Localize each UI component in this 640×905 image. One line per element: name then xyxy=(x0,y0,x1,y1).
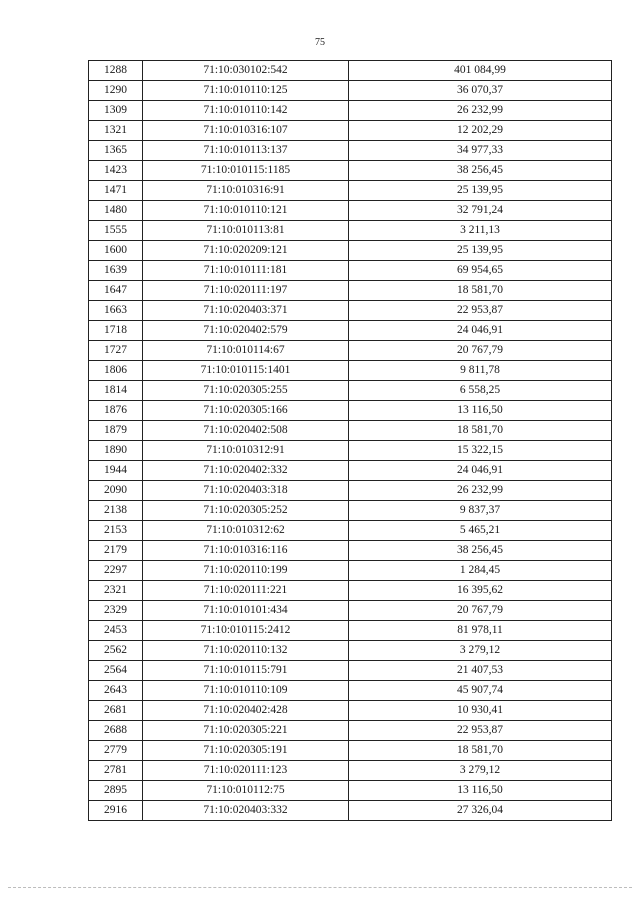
cadastral-number-cell: 71:10:020305:191 xyxy=(143,741,349,761)
table-row xyxy=(89,701,612,721)
value-cell: 20 767,79 xyxy=(349,601,612,621)
cadastral-number-cell: 71:10:010115:1401 xyxy=(143,361,349,381)
row-number-cell: 2321 xyxy=(89,581,143,601)
table-row xyxy=(89,621,612,641)
cadastral-number-cell: 71:10:020209:121 xyxy=(143,241,349,261)
cadastral-number-cell: 71:10:010312:62 xyxy=(143,521,349,541)
row-number-cell: 1639 xyxy=(89,261,143,281)
row-number-cell: 2179 xyxy=(89,541,143,561)
table-row xyxy=(89,761,612,781)
row-number-cell: 2688 xyxy=(89,721,143,741)
value-cell: 401 084,99 xyxy=(349,61,612,81)
row-number-cell: 2153 xyxy=(89,521,143,541)
cadastral-number-cell: 71:10:020305:221 xyxy=(143,721,349,741)
footer-rule xyxy=(8,887,632,888)
table-row xyxy=(89,481,612,501)
row-number-cell: 1663 xyxy=(89,301,143,321)
row-number-cell: 2779 xyxy=(89,741,143,761)
row-number-cell: 1423 xyxy=(89,161,143,181)
table-row xyxy=(89,581,612,601)
table-row xyxy=(89,421,612,441)
row-number-cell: 2297 xyxy=(89,561,143,581)
row-number-cell: 1944 xyxy=(89,461,143,481)
row-number-cell: 1890 xyxy=(89,441,143,461)
cadastral-number-cell: 71:10:010110:125 xyxy=(143,81,349,101)
table-row xyxy=(89,801,612,821)
cadastral-number-cell: 71:10:020111:197 xyxy=(143,281,349,301)
cadastral-number-cell: 71:10:020305:252 xyxy=(143,501,349,521)
cadastral-number-cell: 71:10:020402:332 xyxy=(143,461,349,481)
row-number-cell: 1879 xyxy=(89,421,143,441)
table-row xyxy=(89,401,612,421)
row-number-cell: 1647 xyxy=(89,281,143,301)
table-row xyxy=(89,141,612,161)
row-number-cell: 2562 xyxy=(89,641,143,661)
cadastral-number-cell: 71:10:020110:132 xyxy=(143,641,349,661)
value-cell: 36 070,37 xyxy=(349,81,612,101)
row-number-cell: 2681 xyxy=(89,701,143,721)
table-row xyxy=(89,381,612,401)
cadastral-number-cell: 71:10:020403:318 xyxy=(143,481,349,501)
cadastral-number-cell: 71:10:020305:255 xyxy=(143,381,349,401)
row-number-cell: 2090 xyxy=(89,481,143,501)
cadastral-number-cell: 71:10:010115:791 xyxy=(143,661,349,681)
cadastral-number-cell: 71:10:010113:81 xyxy=(143,221,349,241)
cadastral-number-cell: 71:10:010110:109 xyxy=(143,681,349,701)
value-cell: 18 581,70 xyxy=(349,741,612,761)
row-number-cell: 2453 xyxy=(89,621,143,641)
table-row xyxy=(89,341,612,361)
cadastral-number-cell: 71:10:020402:428 xyxy=(143,701,349,721)
cadastral-number-cell: 71:10:010316:91 xyxy=(143,181,349,201)
value-cell: 3 211,13 xyxy=(349,221,612,241)
cadastral-number-cell: 71:10:020403:371 xyxy=(143,301,349,321)
table-row xyxy=(89,461,612,481)
value-cell: 45 907,74 xyxy=(349,681,612,701)
cadastral-number-cell: 71:10:010312:91 xyxy=(143,441,349,461)
cadastral-number-cell: 71:10:020110:199 xyxy=(143,561,349,581)
table-row xyxy=(89,441,612,461)
table-row xyxy=(89,221,612,241)
table-row xyxy=(89,181,612,201)
cadastral-number-cell: 71:10:010110:142 xyxy=(143,101,349,121)
value-cell: 16 395,62 xyxy=(349,581,612,601)
cadastral-number-cell: 71:10:010316:107 xyxy=(143,121,349,141)
value-cell: 12 202,29 xyxy=(349,121,612,141)
table-row xyxy=(89,61,612,81)
table-row xyxy=(89,101,612,121)
value-cell: 10 930,41 xyxy=(349,701,612,721)
value-cell: 32 791,24 xyxy=(349,201,612,221)
table-row xyxy=(89,161,612,181)
value-cell: 3 279,12 xyxy=(349,641,612,661)
value-cell: 9 811,78 xyxy=(349,361,612,381)
page-number: 75 xyxy=(315,37,325,48)
value-cell: 34 977,33 xyxy=(349,141,612,161)
value-cell: 3 279,12 xyxy=(349,761,612,781)
value-cell: 18 581,70 xyxy=(349,421,612,441)
value-cell: 6 558,25 xyxy=(349,381,612,401)
value-cell: 21 407,53 xyxy=(349,661,612,681)
row-number-cell: 2643 xyxy=(89,681,143,701)
table-body xyxy=(89,61,612,821)
table-row xyxy=(89,121,612,141)
value-cell: 20 767,79 xyxy=(349,341,612,361)
cadastral-number-cell: 71:10:020111:221 xyxy=(143,581,349,601)
cadastral-number-cell: 71:10:020403:332 xyxy=(143,801,349,821)
row-number-cell: 1480 xyxy=(89,201,143,221)
value-cell: 13 116,50 xyxy=(349,781,612,801)
cadastral-number-cell: 71:10:020305:166 xyxy=(143,401,349,421)
cadastral-number-cell: 71:10:010115:1185 xyxy=(143,161,349,181)
cadastral-number-cell: 71:10:010113:137 xyxy=(143,141,349,161)
value-cell: 18 581,70 xyxy=(349,281,612,301)
row-number-cell: 2138 xyxy=(89,501,143,521)
row-number-cell: 1555 xyxy=(89,221,143,241)
row-number-cell: 1290 xyxy=(89,81,143,101)
table-row xyxy=(89,261,612,281)
table-row xyxy=(89,561,612,581)
row-number-cell: 1365 xyxy=(89,141,143,161)
value-cell: 38 256,45 xyxy=(349,161,612,181)
cadastral-number-cell: 71:10:020111:123 xyxy=(143,761,349,781)
cadastral-number-cell: 71:10:010112:75 xyxy=(143,781,349,801)
table-row xyxy=(89,541,612,561)
value-cell: 25 139,95 xyxy=(349,241,612,261)
value-cell: 24 046,91 xyxy=(349,321,612,341)
value-cell: 25 139,95 xyxy=(349,181,612,201)
row-number-cell: 2329 xyxy=(89,601,143,621)
value-cell: 27 326,04 xyxy=(349,801,612,821)
row-number-cell: 1471 xyxy=(89,181,143,201)
value-cell: 22 953,87 xyxy=(349,721,612,741)
row-number-cell: 2916 xyxy=(89,801,143,821)
value-cell: 69 954,65 xyxy=(349,261,612,281)
table-row xyxy=(89,201,612,221)
cadastral-number-cell: 71:10:020402:579 xyxy=(143,321,349,341)
value-cell: 38 256,45 xyxy=(349,541,612,561)
table-row xyxy=(89,661,612,681)
table-row xyxy=(89,281,612,301)
cadastral-number-cell: 71:10:010115:2412 xyxy=(143,621,349,641)
row-number-cell: 1814 xyxy=(89,381,143,401)
table-row xyxy=(89,741,612,761)
row-number-cell: 1321 xyxy=(89,121,143,141)
value-cell: 26 232,99 xyxy=(349,481,612,501)
cadastral-number-cell: 71:10:030102:542 xyxy=(143,61,349,81)
table-row xyxy=(89,641,612,661)
table-row xyxy=(89,521,612,541)
cadastral-number-cell: 71:10:010114:67 xyxy=(143,341,349,361)
cadastral-number-cell: 71:10:020402:508 xyxy=(143,421,349,441)
table-row xyxy=(89,241,612,261)
table-row xyxy=(89,501,612,521)
table-row xyxy=(89,81,612,101)
row-number-cell: 1727 xyxy=(89,341,143,361)
row-number-cell: 1876 xyxy=(89,401,143,421)
value-cell: 9 837,37 xyxy=(349,501,612,521)
table-row xyxy=(89,361,612,381)
value-cell: 22 953,87 xyxy=(349,301,612,321)
table-row xyxy=(89,721,612,741)
value-cell: 24 046,91 xyxy=(349,461,612,481)
value-cell: 26 232,99 xyxy=(349,101,612,121)
value-cell: 15 322,15 xyxy=(349,441,612,461)
row-number-cell: 1806 xyxy=(89,361,143,381)
cadastral-number-cell: 71:10:010111:181 xyxy=(143,261,349,281)
row-number-cell: 1718 xyxy=(89,321,143,341)
value-cell: 1 284,45 xyxy=(349,561,612,581)
row-number-cell: 1309 xyxy=(89,101,143,121)
row-number-cell: 2564 xyxy=(89,661,143,681)
table-row xyxy=(89,781,612,801)
row-number-cell: 2895 xyxy=(89,781,143,801)
table-row xyxy=(89,321,612,341)
parcel-table xyxy=(88,60,612,821)
table-row xyxy=(89,681,612,701)
row-number-cell: 2781 xyxy=(89,761,143,781)
cadastral-number-cell: 71:10:010110:121 xyxy=(143,201,349,221)
cadastral-number-cell: 71:10:010316:116 xyxy=(143,541,349,561)
table-row xyxy=(89,301,612,321)
value-cell: 5 465,21 xyxy=(349,521,612,541)
value-cell: 13 116,50 xyxy=(349,401,612,421)
row-number-cell: 1288 xyxy=(89,61,143,81)
cadastral-number-cell: 71:10:010101:434 xyxy=(143,601,349,621)
value-cell: 81 978,11 xyxy=(349,621,612,641)
table-row xyxy=(89,601,612,621)
row-number-cell: 1600 xyxy=(89,241,143,261)
